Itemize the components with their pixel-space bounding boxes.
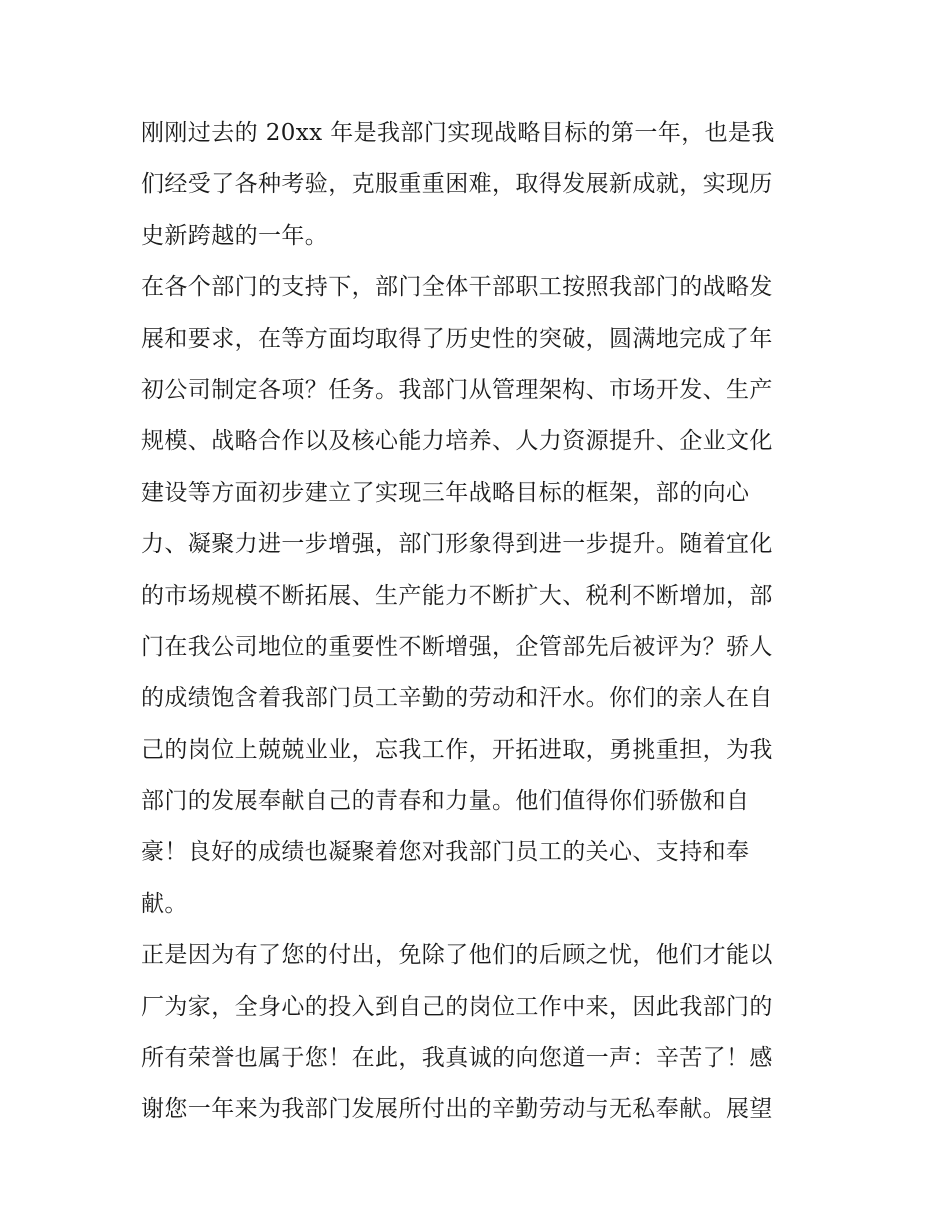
text-line: 的市场规模不断拓展、生产能力不断扩大、税利不断增加，部: [141, 582, 773, 609]
text-line: 门在我公司地位的重要性不断增强，企管部先后被评为？骄人: [141, 633, 773, 660]
text-line: 部门的发展奉献自己的青春和力量。他们值得你们骄傲和自: [141, 788, 750, 815]
text-line: 的成绩饱含着我部门员工辛勤的劳动和汗水。你们的亲人在自: [141, 685, 773, 712]
text-line: 展和要求，在等方面均取得了历史性的突破，圆满地完成了年: [141, 325, 773, 352]
text-line: 己的岗位上兢兢业业，忘我工作，开拓进取，勇挑重担，为我: [141, 736, 773, 763]
text-line: 厂为家，全身心的投入到自己的岗位工作中来，因此我部门的: [141, 993, 773, 1020]
text-line: 献。: [141, 890, 188, 917]
text-line: 们经受了各种考验，克服重重困难，取得发展新成就，实现历: [141, 171, 773, 198]
text-line: 规模、战略合作以及核心能力培养、人力资源提升、企业文化: [141, 428, 773, 455]
text-line: 豪！良好的成绩也凝聚着您对我部门员工的关心、支持和奉: [141, 839, 750, 866]
text-line: 在各个部门的支持下，部门全体干部职工按照我部门的战略发: [141, 274, 773, 301]
text-line: 谢您一年来为我部门发展所付出的辛勤劳动与无私奉献。展望: [141, 1096, 773, 1123]
text-line: 建设等方面初步建立了实现三年战略目标的框架，部的向心: [141, 479, 750, 506]
body-text: [141, 108, 831, 1136]
text-line: 史新跨越的一年。: [141, 222, 329, 249]
text-line: 初公司制定各项？任务。我部门从管理架构、市场开发、生产: [141, 376, 773, 403]
text-line: 刚刚过去的 20xx 年是我部门实现战略目标的第一年，也是我: [141, 120, 775, 146]
text-line: 正是因为有了您的付出，免除了他们的后顾之忧，他们才能以: [141, 942, 773, 969]
text-line: 所有荣誉也属于您！在此，我真诚的向您道一声：辛苦了！感: [141, 1045, 773, 1072]
text-line: 力、凝聚力进一步增强，部门形象得到进一步提升。随着宜化: [141, 531, 773, 558]
